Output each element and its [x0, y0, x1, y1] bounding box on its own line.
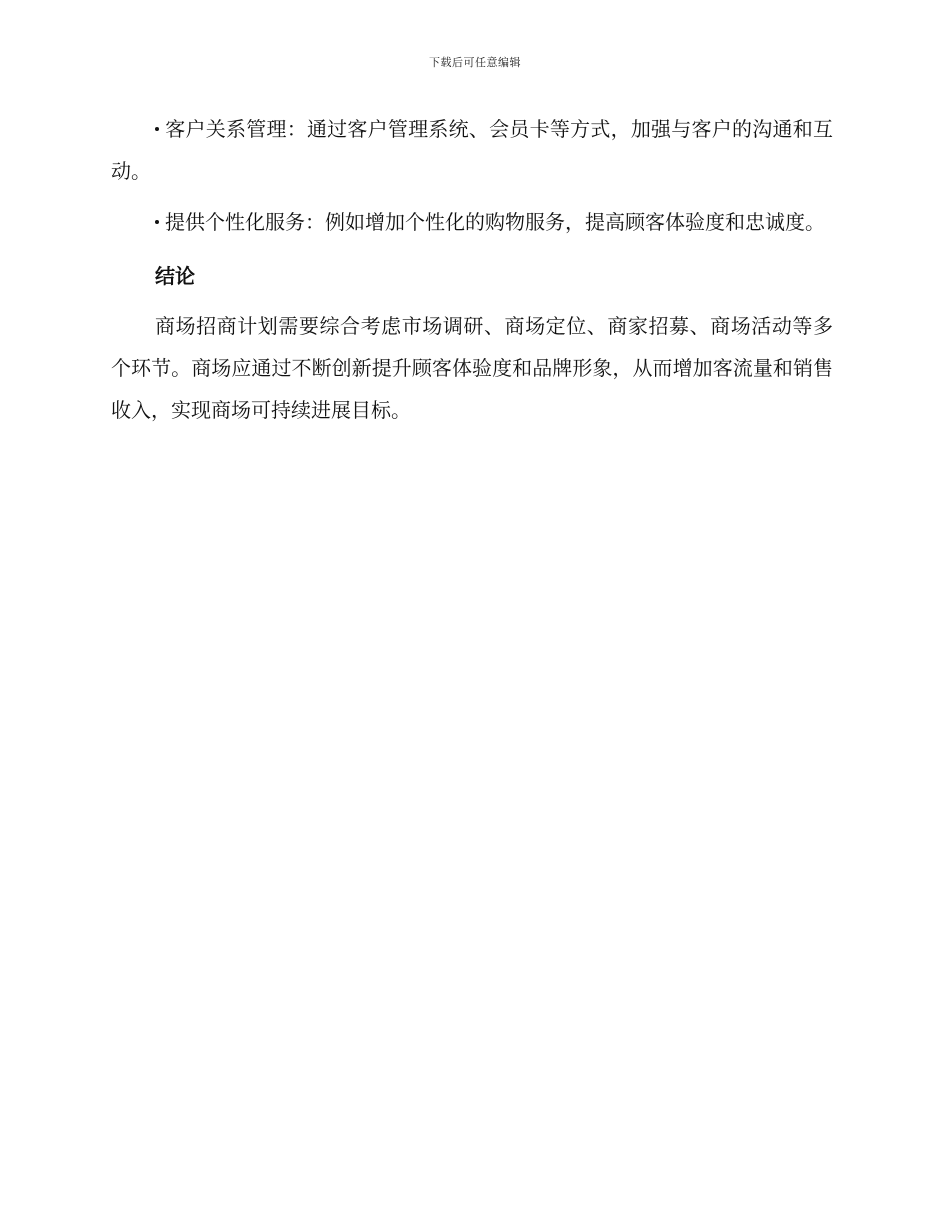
- conclusion-paragraph: 商场招商计划需要综合考虑市场调研、商场定位、商家招募、商场活动等多个环节。商场应通过不断创新提升顾客体验度和品牌形象，从而增加客流量和销售收入，实现商场可持续进展目标。: [111, 314, 833, 422]
- bullet-item: [111, 201, 833, 243]
- document-body: [111, 108, 833, 431]
- bullet-item: [111, 108, 833, 192]
- bullet-dot-icon: [155, 127, 159, 131]
- bullet-text: 提供个性化服务：例如增加个性化的购物服务，提高顾客体验度和忠诚度。: [165, 210, 825, 234]
- bullet-text: 客户关系管理：通过客户管理系统、会员卡等方式，加强与客户的沟通和互动。: [111, 117, 833, 183]
- bullet-dot-icon: [155, 220, 159, 224]
- section-heading-conclusion: 结论: [155, 264, 195, 288]
- header-note: 下载后可任意编辑: [429, 56, 521, 69]
